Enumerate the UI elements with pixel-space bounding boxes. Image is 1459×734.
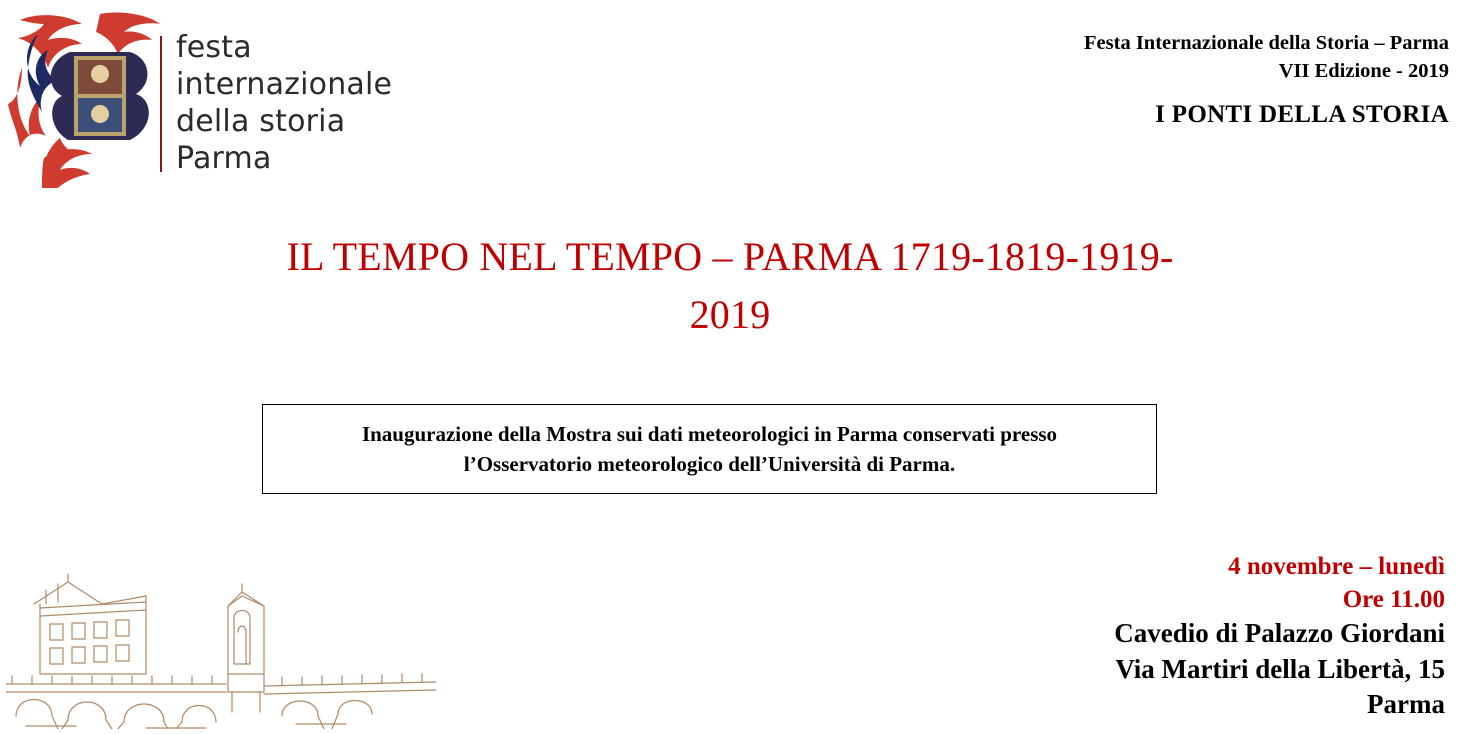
logo-block — [8, 8, 428, 193]
event-date: 4 novembre – lunedì — [1228, 552, 1445, 580]
event-address: Via Martiri della Libertà, 15 — [1115, 653, 1445, 684]
event-venue: Cavedio di Palazzo Giordani — [1114, 618, 1445, 649]
logo-line-1: festa — [176, 30, 252, 65]
event-time: Ore 11.00 — [1342, 585, 1445, 613]
logo-divider — [160, 36, 162, 172]
header-block — [809, 30, 1449, 129]
event-city: Parma — [1367, 689, 1445, 720]
festa-internazionale-storia-logo-icon — [8, 8, 168, 188]
event-info-block — [825, 550, 1445, 723]
ponte-di-parma-drawing-icon — [6, 544, 436, 729]
description-box — [262, 404, 1157, 494]
logo-line-2: internazionale — [176, 66, 393, 102]
header-edition: VII Edizione - 2019 — [1278, 59, 1449, 82]
header-organization: Festa Internazionale della Storia – Parma — [1084, 32, 1449, 54]
logo-line-3: della storia — [176, 103, 346, 139]
logo-wordmark — [176, 30, 392, 178]
page-title: IL TEMPO NEL TEMPO – PARMA 1719-1819-1919-2019 — [286, 234, 1174, 337]
description-text — [348, 419, 1071, 480]
description-line-1: Inaugurazione della Mostra sui dati meteorologici in Parma conservati presso — [361, 421, 1058, 446]
header-theme: I PONTI DELLA STORIA — [1155, 101, 1449, 129]
description-line-2: l’Osservatorio meteorologico dell’Università di Parma. — [463, 452, 956, 476]
logo-line-4: Parma — [176, 140, 272, 176]
